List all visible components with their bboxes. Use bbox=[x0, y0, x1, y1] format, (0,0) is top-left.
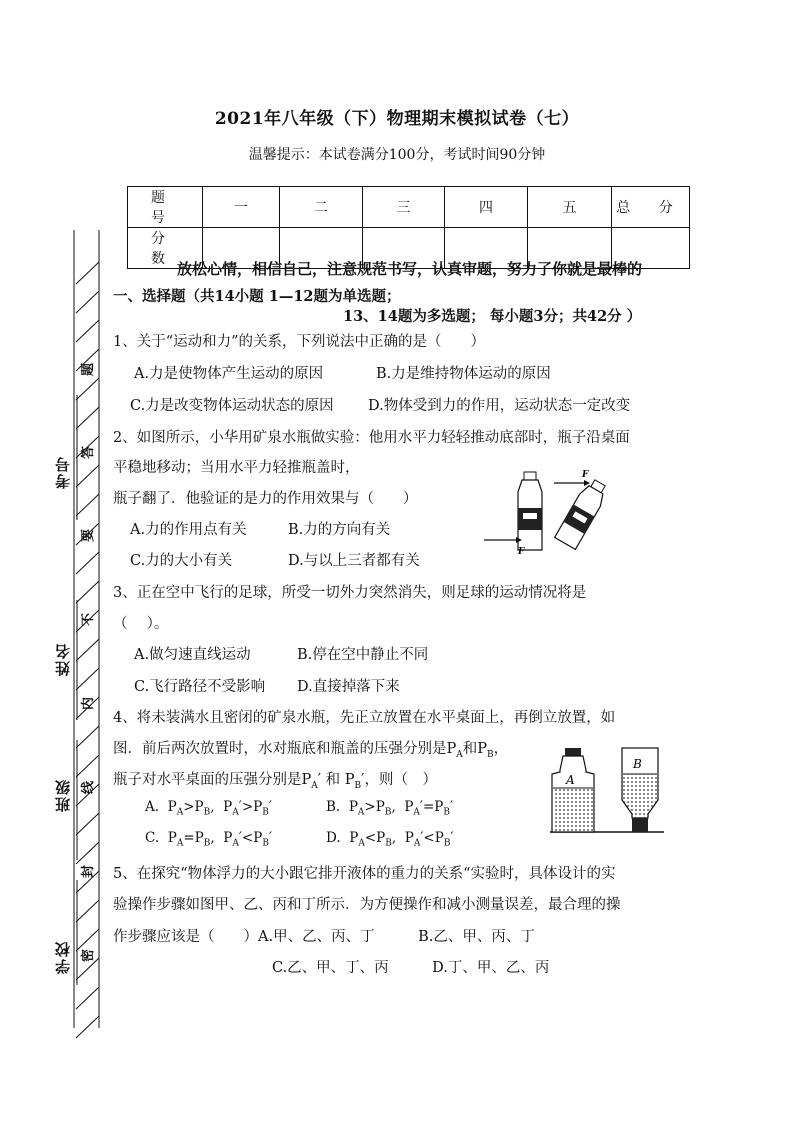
symbol-p: P bbox=[167, 799, 177, 815]
motto: 放松心情，相信自己，注意规范书写，认真审题，努力了你就是最棒的 bbox=[177, 260, 643, 278]
symbol-p: P bbox=[404, 830, 414, 846]
score-table-header-row bbox=[128, 187, 690, 228]
q2-option-d[interactable]: D.与以上三者都有关 bbox=[288, 553, 420, 569]
symbol-p: P bbox=[253, 799, 263, 815]
subscript-a: A bbox=[413, 838, 421, 849]
hatch-line bbox=[76, 262, 99, 284]
symbol-p: P bbox=[446, 741, 457, 757]
q5-stem-line1: 5、在探究“物体浮力的大小跟它排开液体的重力的关系“实验时，具体设计的实 bbox=[113, 866, 616, 882]
symbol-p: P bbox=[477, 741, 488, 757]
prime: ′ bbox=[238, 799, 242, 815]
conjunction: 和 bbox=[325, 772, 341, 788]
seal-char: 不 bbox=[81, 612, 97, 627]
hatch-line bbox=[76, 842, 99, 864]
score-table-col: 四 bbox=[445, 187, 528, 228]
score-table-col: 五 bbox=[528, 187, 612, 228]
q5-stem-line2: 验操作步骤如图甲、乙、丙和丁所示．为方便操作和减小测量误差，最合理的操 bbox=[113, 897, 621, 913]
tilted-bottle bbox=[555, 477, 611, 550]
seal-char: 要 bbox=[81, 528, 97, 543]
prime: ′ bbox=[450, 799, 454, 815]
hatch-line bbox=[76, 320, 99, 342]
upright-bottle bbox=[518, 472, 542, 550]
q4-option-d[interactable]: D. $P_A<P_B$, $P_A'<P_B'$ bbox=[326, 830, 454, 849]
prime: ′ bbox=[420, 830, 424, 846]
hatch-line bbox=[76, 1016, 99, 1038]
q4-option-b[interactable]: B. $P_A>P_B$, $P_A'=P_B'$ bbox=[326, 799, 454, 818]
hatch-line bbox=[76, 755, 99, 777]
symbol-p: P bbox=[344, 772, 355, 788]
q4-stem-line2 bbox=[113, 737, 508, 760]
q3-option-b[interactable]: B.停在空中静止不同 bbox=[297, 647, 429, 663]
q2-stem-line3: 瓶子翻了．他验证的是力的作用效果与（ ） bbox=[113, 491, 418, 507]
bottle-a-label: A bbox=[566, 773, 575, 787]
score-table-row-head: 题 号 bbox=[128, 187, 203, 228]
prime: ′ bbox=[268, 830, 273, 846]
q5-stem-line4: C.乙、甲、丁、丙 D.丁、甲、乙、丙 bbox=[272, 960, 550, 976]
score-table bbox=[127, 186, 690, 269]
option-letter: B. bbox=[326, 799, 341, 815]
punct: ， bbox=[493, 741, 509, 757]
force-label: F bbox=[582, 470, 589, 480]
symbol-p: P bbox=[253, 830, 263, 846]
symbol-p: P bbox=[375, 799, 385, 815]
q2-stem-line2: 平稳地移动；当用水平力轻推瓶盖时， bbox=[113, 460, 360, 476]
symbol-p: P bbox=[301, 772, 312, 788]
hatch-line bbox=[76, 581, 99, 603]
subscript-a: A bbox=[413, 807, 420, 818]
q3-stem-line1: 3、正在空中飞行的足球，所受一切外力突然消失，则足球的运动情况将是 bbox=[113, 585, 587, 601]
subscript-b: B bbox=[203, 838, 211, 849]
subscript-a: A bbox=[358, 838, 365, 849]
subscript-a: A bbox=[311, 780, 318, 791]
field-label-class: 班级 bbox=[54, 778, 72, 812]
force-label: F bbox=[518, 547, 525, 557]
score-table-col: 二 bbox=[280, 187, 363, 228]
conjunction: 和 bbox=[462, 741, 478, 757]
q2-option-b[interactable]: B.力的方向有关 bbox=[288, 522, 391, 538]
subscript-b: B bbox=[384, 807, 392, 818]
score-table-col: 总 分 bbox=[612, 187, 690, 228]
q4-bottle-figure bbox=[550, 744, 664, 836]
hatch-line bbox=[76, 494, 99, 516]
hatch-line bbox=[76, 639, 99, 661]
option-letter: D. bbox=[326, 830, 341, 846]
option-letter: A. bbox=[145, 799, 160, 815]
q2-bottle-figure bbox=[478, 466, 618, 558]
q4-option-a[interactable]: A. $P_A>P_B$, $P_A'>P_B'$ bbox=[145, 799, 272, 818]
symbol-p: P bbox=[167, 830, 177, 846]
q4-stem-text: 图．前后两次放置时，水对瓶底和瓶盖的压强分别是 bbox=[113, 741, 447, 757]
field-label-exam-number: 考号 bbox=[54, 455, 72, 489]
seal-char: 题 bbox=[81, 362, 97, 377]
hatch-line bbox=[76, 552, 99, 574]
q2-option-a[interactable]: A.力的作用点有关 bbox=[130, 522, 247, 538]
hatch-line bbox=[76, 407, 99, 429]
hatch-line bbox=[76, 668, 99, 690]
field-label-school: 学校 bbox=[54, 940, 72, 974]
prime: ′ bbox=[317, 772, 322, 788]
hatch-line bbox=[76, 465, 99, 487]
page-title: 2021年八年级（下）物理期末模拟试卷（七） bbox=[214, 109, 580, 129]
subscript-a: A bbox=[176, 807, 184, 818]
bottle-a bbox=[552, 748, 594, 832]
q4-stem-line3 bbox=[113, 768, 437, 791]
q1-option-c[interactable]: C.力是改变物体运动状态的原因 bbox=[130, 398, 334, 414]
hatch-line bbox=[76, 378, 99, 400]
binding-hatch bbox=[76, 262, 99, 1038]
prime: ′ bbox=[419, 799, 423, 815]
symbol-p: P bbox=[349, 830, 359, 846]
q2-stem-line1: 2、如图所示，小华用矿泉水瓶做实验：他用水平力轻轻推动底部时，瓶子沿桌面 bbox=[113, 430, 630, 446]
subscript-b: B bbox=[203, 807, 211, 818]
q1-option-b[interactable]: B.力是维持物体运动的原因 bbox=[376, 366, 551, 382]
subscript-b: B bbox=[443, 838, 451, 849]
q4-stem-line1: 4、将未装满水且密闭的矿泉水瓶，先正立放置在水平桌面上，再倒立放置，如 bbox=[113, 710, 616, 726]
seal-char: 内 bbox=[81, 696, 97, 711]
q4-option-c[interactable]: C. $P_A=P_B$, $P_A'<P_B'$ bbox=[145, 830, 273, 849]
q4-stem-text: ，则（ ） bbox=[364, 772, 437, 788]
subscript-a: A bbox=[176, 838, 184, 849]
q1-option-a[interactable]: A.力是使物体产生运动的原因 bbox=[134, 366, 324, 382]
score-table-col: 一 bbox=[203, 187, 280, 228]
option-letter: C. bbox=[145, 830, 160, 846]
bottle-b-label: B bbox=[633, 757, 642, 771]
q3-stem-line2: （ ）。 bbox=[113, 616, 169, 632]
q3-option-d[interactable]: D.直接掉落下来 bbox=[297, 679, 400, 695]
symbol-p: P bbox=[434, 830, 444, 846]
seal-char: 密 bbox=[81, 948, 97, 963]
hatch-line bbox=[76, 726, 99, 748]
symbol-p: P bbox=[434, 799, 444, 815]
symbol-p: P bbox=[194, 799, 204, 815]
subscript-b: B bbox=[354, 780, 362, 791]
prime: ′ bbox=[268, 799, 272, 815]
hatch-line bbox=[76, 987, 99, 1009]
symbol-p: P bbox=[404, 799, 414, 815]
hatch-line bbox=[76, 929, 99, 951]
q2-option-c[interactable]: C.力的大小有关 bbox=[130, 553, 233, 569]
subscript-b: B bbox=[385, 838, 392, 849]
prime: ′ bbox=[450, 830, 454, 846]
subscript-a: A bbox=[232, 807, 239, 818]
bottle-b bbox=[622, 748, 658, 832]
q5-stem-line3: 作步骤应该是（ ）A.甲、乙、丙、丁 B.乙、甲、丙、丁 bbox=[113, 929, 535, 945]
q1-option-d[interactable]: D.物体受到力的作用，运动状态一定改变 bbox=[368, 398, 631, 414]
symbol-p: P bbox=[348, 799, 358, 815]
seal-char: 线 bbox=[81, 780, 97, 795]
field-label-name: 姓名 bbox=[54, 642, 72, 676]
hatch-line bbox=[76, 291, 99, 313]
subscript-a: A bbox=[232, 838, 239, 849]
q1-stem: 1、关于“运动和力”的关系，下列说法中正确的是（ ） bbox=[113, 334, 486, 350]
section-heading: 一、选择题（共14小题 1—12题为单选题； bbox=[113, 288, 401, 305]
section-heading-cont: 13、14题为多选题； 每小题3分；共42分 ） bbox=[343, 308, 642, 325]
q3-option-a[interactable]: A.做匀速直线运动 bbox=[134, 647, 251, 663]
score-table-row-head: 分 数 bbox=[128, 228, 203, 269]
symbol-p: P bbox=[376, 830, 386, 846]
prime: ′ bbox=[238, 830, 242, 846]
symbol-p: P bbox=[223, 799, 233, 815]
subscript-a: A bbox=[357, 807, 365, 818]
q3-option-c[interactable]: C.飞行路径不受影响 bbox=[134, 679, 266, 695]
symbol-p: P bbox=[223, 830, 233, 846]
subscript-b: B bbox=[487, 749, 494, 760]
prime: ′ bbox=[361, 772, 365, 788]
subscript-a: A bbox=[456, 749, 463, 760]
page-subtitle: 温馨提示：本试卷满分100分，考试时间90分钟 bbox=[248, 147, 546, 163]
hatch-line bbox=[76, 813, 99, 835]
q4-stem-text: 瓶子对水平桌面的压强分别是 bbox=[113, 772, 302, 788]
subscript-b: B bbox=[262, 838, 269, 849]
seal-char: 答 bbox=[81, 445, 97, 460]
hatch-line bbox=[76, 900, 99, 922]
symbol-p: P bbox=[194, 830, 204, 846]
subscript-b: B bbox=[443, 807, 451, 818]
score-table-col: 三 bbox=[363, 187, 445, 228]
subscript-b: B bbox=[262, 807, 269, 818]
seal-char: 封 bbox=[81, 864, 97, 879]
